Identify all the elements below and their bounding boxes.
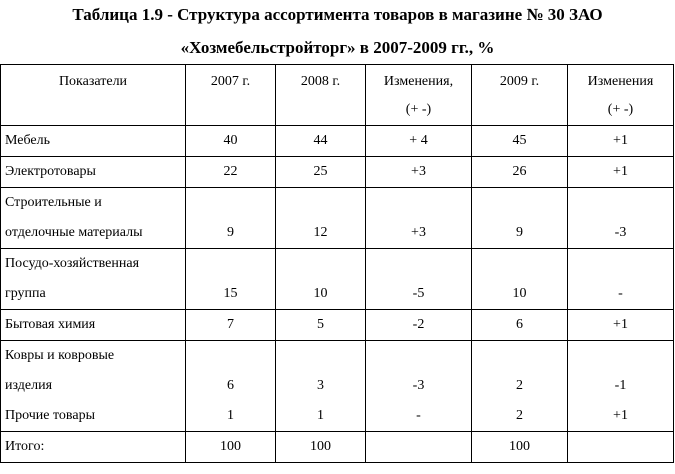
cell-change-1: +3 (366, 157, 472, 188)
cell-2007 (186, 341, 276, 432)
row-label (1, 249, 186, 310)
row-label-line-2: отделочные материалы (5, 225, 143, 240)
cell-change-1: -5 (366, 249, 472, 310)
header-change-2-sign: (+ -) (607, 102, 634, 117)
total-change-2 (568, 432, 674, 463)
cell-2008-other: 1 (317, 408, 324, 423)
header-2007: 2007 г. (186, 65, 276, 126)
table-row (1, 126, 674, 157)
header-change-1 (366, 65, 472, 126)
cell-2008: 12 (276, 188, 366, 249)
cell-change-2-carpets: -1 (614, 378, 627, 393)
table-title-line-1: Таблица 1.9 - Структура ассортимента товаров в магазине № 30 ЗАО (72, 5, 603, 24)
table-row (1, 157, 674, 188)
cell-2009: 6 (472, 310, 568, 341)
cell-2009: 9 (472, 188, 568, 249)
table-title-line-2: «Хозмебельстройторг» в 2007-2009 гг., % (180, 38, 495, 57)
cell-2007: 22 (186, 157, 276, 188)
table-header-row (1, 65, 674, 126)
row-label (1, 341, 186, 432)
cell-2009 (472, 341, 568, 432)
table-row (1, 341, 674, 432)
row-label (1, 188, 186, 249)
row-label: Мебель (1, 126, 186, 157)
header-2008: 2008 г. (276, 65, 366, 126)
cell-change-1: -2 (366, 310, 472, 341)
cell-change-1-other: - (416, 408, 421, 423)
row-label-line-2: изделия (5, 378, 53, 393)
row-label: Бытовая химия (1, 310, 186, 341)
total-change-1 (366, 432, 472, 463)
total-label: Итого: (1, 432, 186, 463)
row-label-line-1: Посудо-хозяйственная (5, 256, 140, 271)
header-2009: 2009 г. (472, 65, 568, 126)
cell-change-1-carpets: -3 (412, 378, 425, 393)
row-label: Электротовары (1, 157, 186, 188)
cell-2009: 45 (472, 126, 568, 157)
total-2007: 100 (186, 432, 276, 463)
total-2009: 100 (472, 432, 568, 463)
table-row (1, 249, 674, 310)
row-label-line-3: Прочие товары (5, 408, 95, 423)
cell-2008: 25 (276, 157, 366, 188)
cell-2008: 44 (276, 126, 366, 157)
cell-change-2-other: +1 (613, 408, 628, 423)
header-change-1-sign: (+ -) (405, 102, 432, 117)
cell-change-2: +1 (568, 157, 674, 188)
table-row (1, 310, 674, 341)
cell-2008 (276, 341, 366, 432)
total-2008: 100 (276, 432, 366, 463)
cell-2007: 15 (186, 249, 276, 310)
row-label-line-2: группа (5, 286, 46, 301)
header-change-2-label: Изменения (587, 74, 654, 89)
cell-2009-carpets: 2 (516, 378, 523, 393)
row-label-line-1: Ковры и ковровые (5, 348, 115, 363)
header-change-1-label: Изменения, (383, 74, 454, 89)
cell-2007-other: 1 (227, 408, 234, 423)
cell-2009: 10 (472, 249, 568, 310)
cell-change-2: - (568, 249, 674, 310)
row-label-line-1: Строительные и (5, 195, 102, 210)
cell-2007-carpets: 6 (227, 378, 234, 393)
table-total-row (1, 432, 674, 463)
cell-2008-carpets: 3 (317, 378, 324, 393)
header-change-2 (568, 65, 674, 126)
cell-change-2: +1 (568, 310, 674, 341)
cell-change-1: +3 (366, 188, 472, 249)
header-indicator: Показатели (1, 65, 186, 126)
assortment-table (0, 64, 674, 463)
cell-2007: 40 (186, 126, 276, 157)
cell-2007: 7 (186, 310, 276, 341)
cell-change-1 (366, 341, 472, 432)
table-row (1, 188, 674, 249)
cell-2008: 5 (276, 310, 366, 341)
cell-2008: 10 (276, 249, 366, 310)
cell-change-2 (568, 341, 674, 432)
cell-2009-other: 2 (516, 408, 523, 423)
cell-change-2: +1 (568, 126, 674, 157)
cell-2007: 9 (186, 188, 276, 249)
cell-change-1: + 4 (366, 126, 472, 157)
cell-change-2: -3 (568, 188, 674, 249)
cell-2009: 26 (472, 157, 568, 188)
